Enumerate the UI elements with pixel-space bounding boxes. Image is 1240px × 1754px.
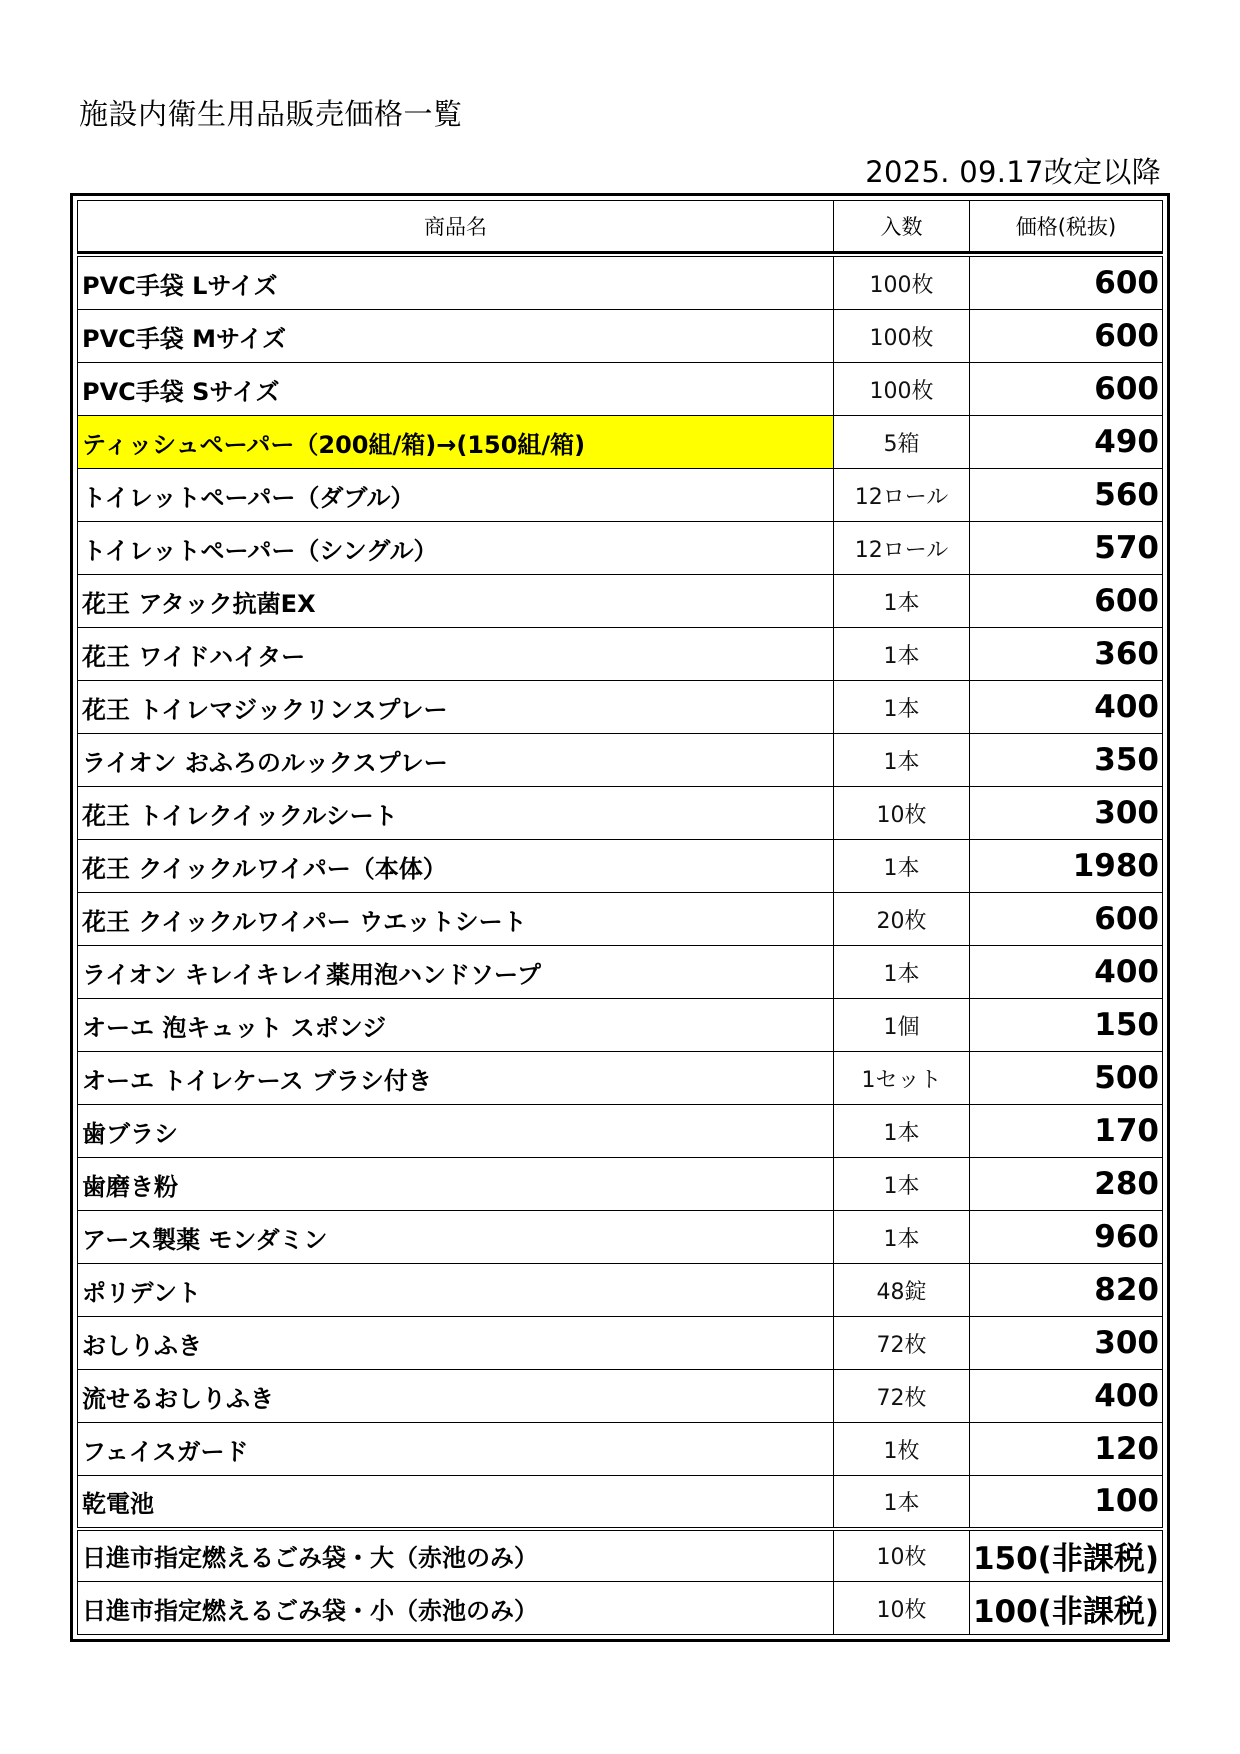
quantity-cell: 10枚 <box>834 1582 970 1635</box>
product-name-cell: 歯ブラシ <box>78 1105 834 1158</box>
quantity-cell: 1本 <box>834 840 970 893</box>
price-cell: 600 <box>970 310 1163 363</box>
price-cell: 960 <box>970 1211 1163 1264</box>
quantity-cell: 1本 <box>834 1158 970 1211</box>
table-row <box>78 1105 1163 1158</box>
quantity-cell: 1本 <box>834 1105 970 1158</box>
product-name-cell: ティッシュペーパー（200組/箱)→(150組/箱) <box>78 416 834 469</box>
product-name-cell: ライオン おふろのルックスプレー <box>78 734 834 787</box>
quantity-cell: 1本 <box>834 575 970 628</box>
quantity-cell: 5箱 <box>834 416 970 469</box>
quantity-cell: 12ロール <box>834 469 970 522</box>
price-cell: 600 <box>970 575 1163 628</box>
table-row <box>78 946 1163 999</box>
table-row <box>78 1370 1163 1423</box>
product-name-cell: オーエ 泡キュット スポンジ <box>78 999 834 1052</box>
product-name-cell: PVC手袋 Sサイズ <box>78 363 834 416</box>
quantity-cell: 1本 <box>834 1476 970 1529</box>
table-row <box>78 416 1163 469</box>
quantity-cell: 12ロール <box>834 522 970 575</box>
product-name-cell: PVC手袋 Lサイズ <box>78 257 834 310</box>
product-name-cell: 流せるおしりふき <box>78 1370 834 1423</box>
quantity-cell: 100枚 <box>834 310 970 363</box>
table-row <box>78 310 1163 363</box>
table-row <box>78 1423 1163 1476</box>
quantity-cell: 1セット <box>834 1052 970 1105</box>
quantity-cell: 1本 <box>834 628 970 681</box>
quantity-cell: 100枚 <box>834 363 970 416</box>
price-cell: 400 <box>970 681 1163 734</box>
price-cell: 100(非課税) <box>970 1582 1163 1635</box>
page-title: 施設内衛生用品販売価格一覧 <box>79 97 463 131</box>
table-row <box>78 1158 1163 1211</box>
table-row <box>78 734 1163 787</box>
price-cell: 350 <box>970 734 1163 787</box>
table-row <box>78 681 1163 734</box>
product-name-cell: PVC手袋 Mサイズ <box>78 310 834 363</box>
header-quantity: 入数 <box>834 201 970 253</box>
price-cell: 120 <box>970 1423 1163 1476</box>
price-cell: 490 <box>970 416 1163 469</box>
product-name-cell: オーエ トイレケース ブラシ付き <box>78 1052 834 1105</box>
table-row <box>78 575 1163 628</box>
price-cell: 360 <box>970 628 1163 681</box>
table-row <box>78 1582 1163 1635</box>
product-name-cell: 花王 アタック抗菌EX <box>78 575 834 628</box>
price-cell: 1980 <box>970 840 1163 893</box>
quantity-cell: 48錠 <box>834 1264 970 1317</box>
quantity-cell: 1個 <box>834 999 970 1052</box>
quantity-cell: 10枚 <box>834 787 970 840</box>
product-name-cell: 花王 トイレクイックルシート <box>78 787 834 840</box>
table-row <box>78 522 1163 575</box>
revision-date: 2025. 09.17改定以降 <box>865 155 1161 189</box>
header-product-name: 商品名 <box>78 201 834 253</box>
price-cell: 100 <box>970 1476 1163 1529</box>
price-cell: 170 <box>970 1105 1163 1158</box>
price-cell: 150(非課税) <box>970 1529 1163 1582</box>
product-name-cell: 日進市指定燃えるごみ袋・小（赤池のみ） <box>78 1582 834 1635</box>
price-cell: 400 <box>970 946 1163 999</box>
product-name-cell: フェイスガード <box>78 1423 834 1476</box>
price-cell: 570 <box>970 522 1163 575</box>
price-table-frame <box>70 193 1170 1642</box>
product-name-cell: 乾電池 <box>78 1476 834 1529</box>
table-row <box>78 1529 1163 1582</box>
table-row <box>78 1052 1163 1105</box>
price-cell: 300 <box>970 1317 1163 1370</box>
price-table <box>77 200 1163 1635</box>
table-header-row <box>78 201 1163 253</box>
product-name-cell: ライオン キレイキレイ薬用泡ハンドソープ <box>78 946 834 999</box>
table-row <box>78 257 1163 310</box>
price-cell: 500 <box>970 1052 1163 1105</box>
quantity-cell: 100枚 <box>834 257 970 310</box>
table-row <box>78 840 1163 893</box>
product-name-cell: 花王 トイレマジックリンスプレー <box>78 681 834 734</box>
table-row <box>78 469 1163 522</box>
price-cell: 560 <box>970 469 1163 522</box>
price-cell: 600 <box>970 363 1163 416</box>
quantity-cell: 1本 <box>834 734 970 787</box>
price-cell: 400 <box>970 1370 1163 1423</box>
product-name-cell: 花王 ワイドハイター <box>78 628 834 681</box>
product-name-cell: トイレットペーパー（ダブル） <box>78 469 834 522</box>
price-cell: 820 <box>970 1264 1163 1317</box>
table-row <box>78 1264 1163 1317</box>
product-name-cell: 歯磨き粉 <box>78 1158 834 1211</box>
quantity-cell: 1本 <box>834 946 970 999</box>
price-cell: 150 <box>970 999 1163 1052</box>
quantity-cell: 10枚 <box>834 1529 970 1582</box>
quantity-cell: 1本 <box>834 681 970 734</box>
quantity-cell: 1本 <box>834 1211 970 1264</box>
quantity-cell: 72枚 <box>834 1317 970 1370</box>
header-price: 価格(税抜) <box>970 201 1163 253</box>
table-row <box>78 1211 1163 1264</box>
table-row <box>78 1476 1163 1529</box>
table-row <box>78 628 1163 681</box>
table-row <box>78 1317 1163 1370</box>
product-name-cell: 花王 クイックルワイパー ウエットシート <box>78 893 834 946</box>
quantity-cell: 20枚 <box>834 893 970 946</box>
price-cell: 280 <box>970 1158 1163 1211</box>
price-cell: 600 <box>970 893 1163 946</box>
product-name-cell: 日進市指定燃えるごみ袋・大（赤池のみ） <box>78 1529 834 1582</box>
product-name-cell: ポリデント <box>78 1264 834 1317</box>
product-name-cell: 花王 クイックルワイパー（本体） <box>78 840 834 893</box>
quantity-cell: 1枚 <box>834 1423 970 1476</box>
table-row <box>78 893 1163 946</box>
product-name-cell: アース製薬 モンダミン <box>78 1211 834 1264</box>
table-row <box>78 363 1163 416</box>
product-name-cell: トイレットペーパー（シングル） <box>78 522 834 575</box>
table-row <box>78 787 1163 840</box>
product-name-cell: おしりふき <box>78 1317 834 1370</box>
price-cell: 600 <box>970 257 1163 310</box>
quantity-cell: 72枚 <box>834 1370 970 1423</box>
price-cell: 300 <box>970 787 1163 840</box>
table-row <box>78 999 1163 1052</box>
